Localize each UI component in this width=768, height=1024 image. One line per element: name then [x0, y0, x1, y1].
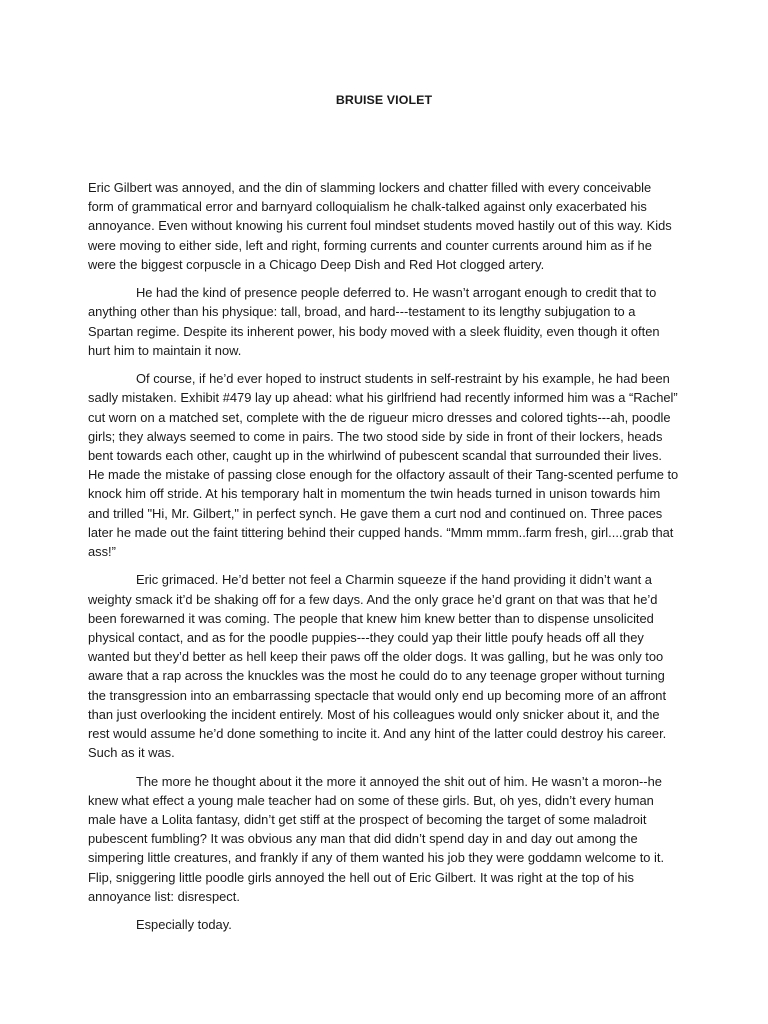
paragraph: He had the kind of presence people deferred to. He wasn’t arrogant enough to credit that to anything other than his physique: tall, broad, and hard---testament to its lengthy subjugation to a Spartan regime. Despite its inherent power, his body moved with a sleek fluidity, even though it often hurt him to maintain it now. — [88, 285, 660, 358]
document-title: BRUISE VIOLET — [335, 93, 433, 107]
paragraph: The more he thought about it the more it annoyed the shit out of him. He wasn’t a moron--he knew what effect a young male teacher had on some of these girls. But, oh yes, didn’t every human male have a Lolita fantasy, didn’t get stiff at the prospect of becoming the target of some maladroit pubescent fumbling? It was obvious any man that did didn’t spend day in and day out among the simpering little creatures, and frankly if any of them wanted his job they were goddamn welcome to it. Flip, sniggering little poodle girls annoyed the hell out of Eric Gilbert. It was right at the top of his annoyance list: disrespect. — [88, 773, 665, 904]
paragraph: Eric Gilbert was annoyed, and the din of slamming lockers and chatter filled with every conceivable form of grammatical error and barnyard colloquialism he chalk-talked against only exacerbated his annoyance. Even without knowing his current foul mindset students moved hastily out of this way. Kids were moving to either side, left and right, forming currents and counter currents around him as if he were the biggest corpuscle in a Chicago Deep Dish and Red Hot clogged artery. — [88, 180, 672, 272]
document-body — [88, 178, 680, 944]
paragraph: Eric grimaced. He’d better not feel a Charmin squeeze if the hand providing it didn’t want a weighty smack it’d be shaking off for a few days. And the only grace he’d grant on that was that he’d been forewarned it was coming. The people that knew him knew better than to dispense unsolicited physical contact, and as for the poodle puppies---they could yap their little poufy heads off all they wanted but they’d better as hell keep their paws off the older dogs. It was galling, but he was only too aware that a rap across the knuckles was the most he could do to any teenage groper without turning the transgression into an embarrassing spectacle that would only end up becoming more of an affront than just overlooking the incident entirely. Most of his colleagues would only snicker about it, and the rest would assume he’d done something to incite it. And any hint of the latter could destroy his career. Such as it was. — [88, 572, 667, 761]
paragraph: Of course, if he’d ever hoped to instruct students in self-restraint by his example, he had been sadly mistaken. Exhibit #479 lay up ahead: what his girlfriend had recently informed him was a “Rachel” cut worn on a matched set, complete with the de rigueur micro dresses and colored tights---ah, poodle girls; they always seemed to come in pairs. The two stood side by side in front of their lockers, heads bent towards each other, caught up in the whirlwind of pubescent scandal that surrounded their lives. He made the mistake of passing close enough for the olfactory assault of their Tang-scented perfume to knock him off stride. At his temporary halt in momentum the twin heads turned in unison towards him and trilled "Hi, Mr. Gilbert," in perfect synch. He gave them a curt nod and continued on. Three paces later he made out the faint tittering behind their cupped hands. “Mmm mmm..farm fresh, girl....grab that ass!” — [88, 371, 679, 560]
paragraph: Especially today. — [136, 917, 232, 933]
